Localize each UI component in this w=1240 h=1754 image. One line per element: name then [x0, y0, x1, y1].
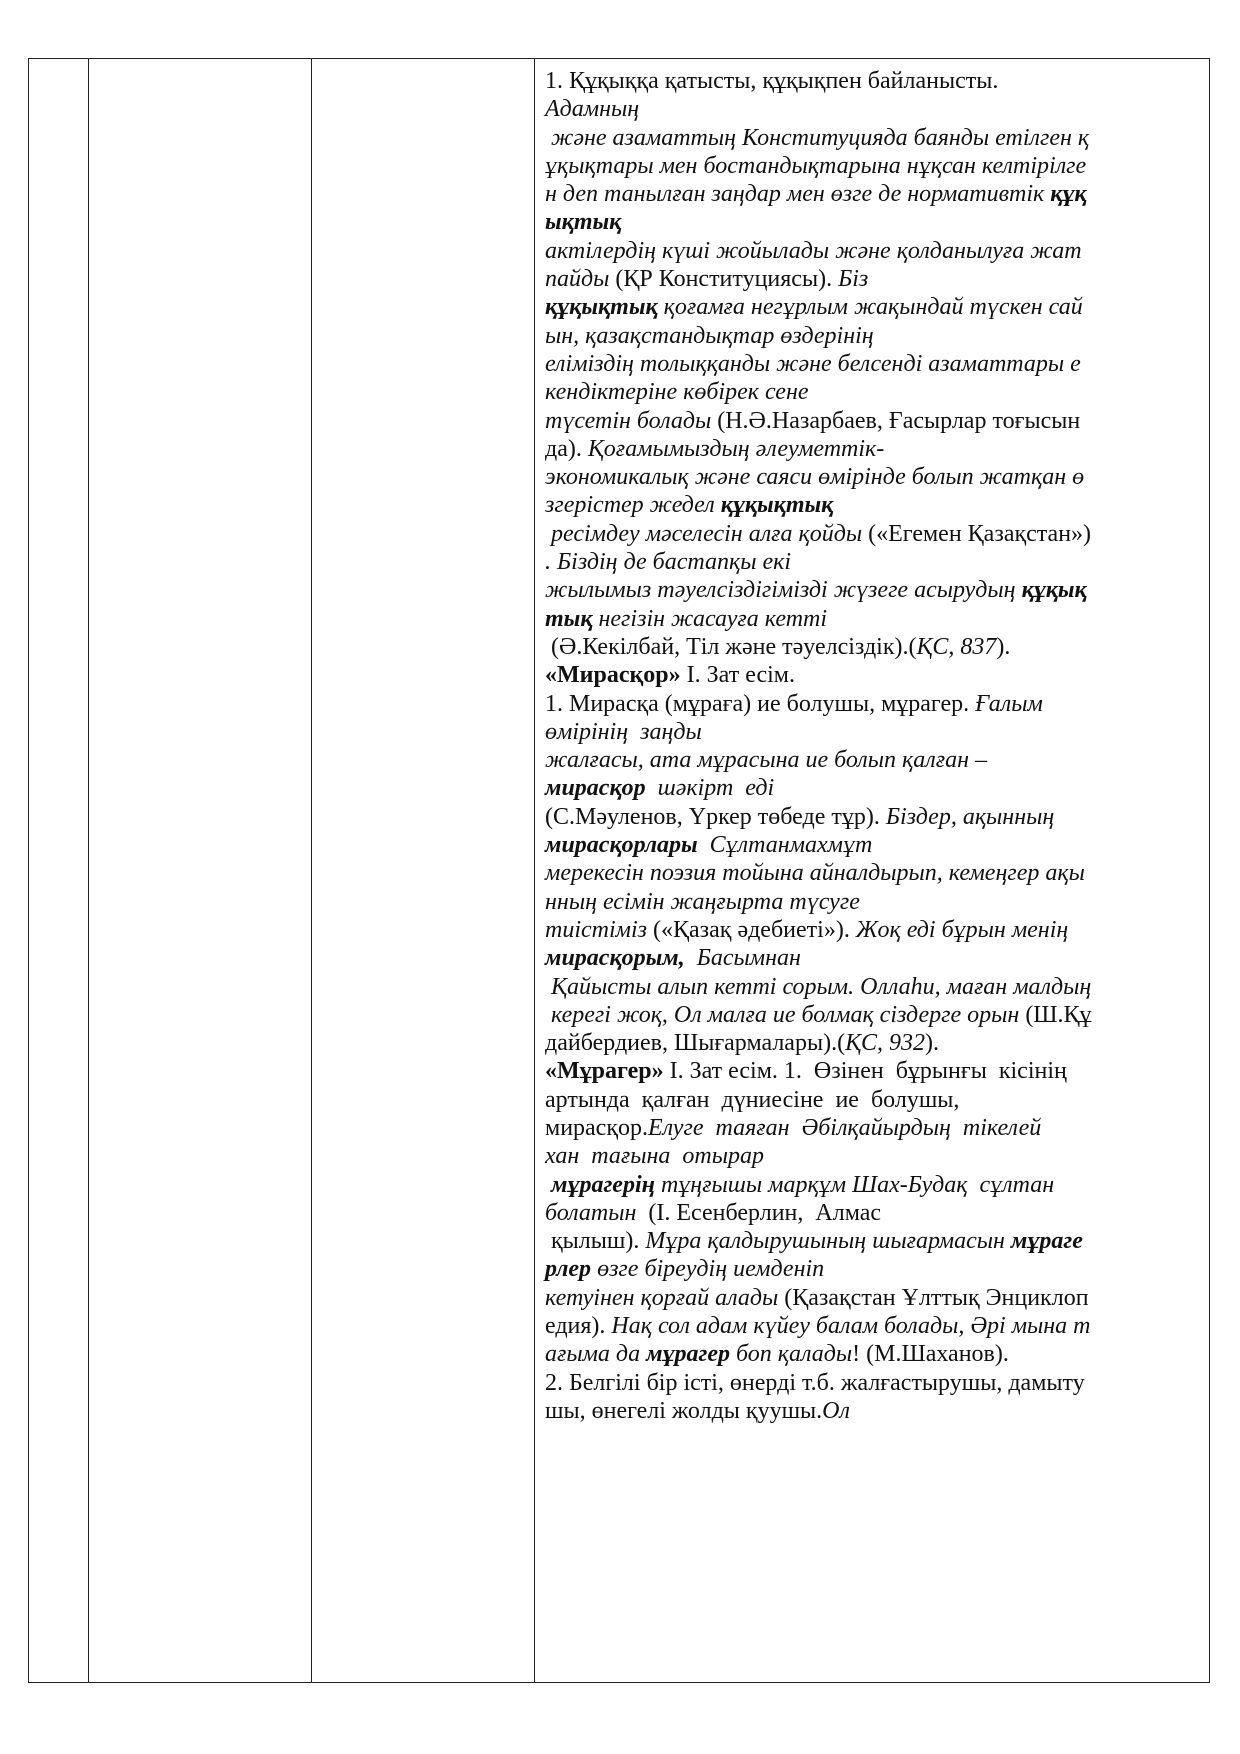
text-line — [545, 322, 1199, 350]
text-run: актілердің күші жойылады және қолданылуға жат — [545, 237, 1082, 264]
text-run: түсетін болады — [545, 407, 712, 434]
text-run: ). — [996, 633, 1011, 660]
text-line — [545, 378, 1199, 406]
text-run: згерістер жедел — [545, 492, 721, 519]
text-line — [545, 859, 1199, 887]
text-line — [545, 973, 1199, 1001]
text-run: I. Зат есім. — [680, 662, 795, 689]
text-run: құқықтық — [545, 294, 658, 321]
text-line — [545, 803, 1199, 831]
text-run: Ғалым — [975, 690, 1043, 717]
text-run: мұрагер — [646, 1341, 731, 1368]
text-line — [545, 1057, 1199, 1085]
text-line — [545, 888, 1199, 916]
text-run: Жоқ еді бұрын менің — [855, 916, 1069, 943]
text-run: Біздер, ақынның — [885, 803, 1055, 830]
text-run: тұңғышы марқұм Шах-Будақ сұлтан — [654, 1171, 1055, 1198]
second-column-cell — [89, 59, 312, 1683]
text-line — [545, 152, 1199, 180]
text-line — [545, 520, 1199, 548]
text-line — [545, 265, 1199, 293]
text-run: шәкірт еді — [645, 775, 775, 802]
text-run: Қоғамымыздың әлеуметтік- — [587, 435, 885, 462]
text-line — [545, 491, 1199, 519]
text-line — [545, 124, 1199, 152]
text-run: Адамның — [545, 96, 640, 123]
text-run: мұрагерің — [545, 1171, 655, 1198]
text-run: Елуге таяған Әбілқайырдың тікелей — [648, 1114, 1042, 1141]
text-line — [545, 1340, 1199, 1368]
text-run: Біз — [838, 266, 869, 293]
text-line — [545, 746, 1199, 774]
text-run: ҚС, 932 — [845, 1030, 926, 1057]
text-run: жылымыз тәуелсіздігімізді жүзеге асырудың — [545, 577, 1022, 604]
text-run: жалғасы, ата мұрасына ие болып қалған – — [545, 747, 987, 774]
text-run: негізін жасауға кетті — [592, 605, 828, 632]
dictionary-entry-text — [545, 67, 1199, 1425]
text-run: болатын — [545, 1199, 637, 1226]
text-run: Мұра қалдырушының шығармасын — [645, 1228, 1011, 1255]
text-run: (І. Есенберлин, Алмас — [636, 1199, 882, 1226]
number-column-cell — [29, 59, 89, 1683]
text-run: шы, өнегелі жолды қуушы. — [545, 1397, 823, 1424]
text-run: (С.Мәуленов, Үркер төбеде тұр). — [545, 803, 886, 830]
text-run: экономикалық және саяси өмірінде болып жатқан ө — [545, 464, 1085, 491]
text-run: артында қалған дүниесіне ие болушы, — [545, 1086, 960, 1113]
text-line — [545, 293, 1199, 321]
text-run: Қайысты алып кетті сорым. Оллаһи, маған малдың — [545, 973, 1092, 1000]
text-line — [545, 1086, 1199, 1114]
text-run: мирасқор. — [545, 1114, 648, 1141]
text-run: «Мұрагер» — [545, 1058, 664, 1085]
text-line — [545, 1199, 1199, 1227]
text-run: пайды — [545, 266, 610, 293]
text-line — [545, 661, 1199, 689]
text-run: ресімдеу мәселесін алға қойды — [545, 520, 863, 547]
text-run: тық — [545, 605, 593, 632]
text-run: (Н.Ә.Назарбаев, Ғасырлар тоғысын — [711, 407, 1081, 434]
text-run: боп қалады — [730, 1341, 853, 1368]
text-line — [545, 718, 1199, 746]
text-run: 1. Құқыққа қатысты, құқықпен байланысты. — [545, 68, 999, 94]
text-run: (Ә.Кекілбай, Тіл және тәуелсіздік).( — [545, 633, 917, 660]
text-line — [545, 67, 1199, 95]
table-row — [29, 59, 1210, 1683]
text-run: керегі жоқ, Ол малға ие болмақ сіздерге орын — [545, 1001, 1020, 1028]
text-run: хан тағына отырар — [545, 1143, 764, 1170]
text-run: ҚС, 837 — [916, 633, 997, 660]
text-run: (Ш.Құ — [1019, 1001, 1092, 1028]
text-run: өмірінің заңды — [545, 718, 702, 745]
text-run: (ҚР Конституциясы). — [609, 266, 839, 293]
text-run: Нақ сол адам күйеу балам болады, Әрі мына т — [611, 1313, 1091, 1340]
text-run: өзге біреудің иемденіп — [591, 1256, 825, 1283]
text-run: тиістіміз — [545, 916, 647, 943]
text-run: мерекесін поэзия тойына айналдырып, кемеңгер ақы — [545, 860, 1085, 887]
text-line — [545, 1284, 1199, 1312]
text-line — [545, 1312, 1199, 1340]
text-line — [545, 463, 1199, 491]
text-run: Ол — [822, 1397, 850, 1424]
text-line — [545, 180, 1199, 208]
text-run: («Егемен Қазақстан») — [862, 520, 1092, 547]
text-run: ағыма да — [545, 1341, 647, 1368]
text-line — [545, 1142, 1199, 1170]
third-column-cell — [312, 59, 535, 1683]
text-line — [545, 548, 1199, 576]
text-run: ұқықтары мен бостандықтарына нұқсан келтірілге — [545, 152, 1087, 179]
text-run: 1. Мирасқа (мұраға) ие болушы, мұрагер. — [545, 690, 976, 717]
text-run: құқық — [1021, 577, 1087, 604]
text-line — [545, 576, 1199, 604]
text-line — [545, 237, 1199, 265]
text-run: нның есімін жаңғырта түсуге — [545, 888, 860, 915]
text-line — [545, 1029, 1199, 1057]
text-run: еліміздің толыққанды және белсенді азаматтары е — [545, 350, 1081, 377]
text-line — [545, 1255, 1199, 1283]
text-line — [545, 690, 1199, 718]
text-run: құқықтық — [720, 492, 834, 519]
text-run: н деп танылған заңдар мен өзге де нормативтік — [545, 181, 1051, 208]
text-run: ын, қазақстандықтар өздерінің — [545, 322, 874, 349]
text-run: Басымнан — [684, 945, 801, 972]
text-run: құқ — [1050, 181, 1087, 208]
text-run: және азаматтың Конституцияда баянды етілген қ — [545, 124, 1090, 151]
text-run: дайбердиев, Шығармалары).( — [545, 1030, 846, 1057]
text-line — [545, 350, 1199, 378]
text-run: ықтық — [545, 209, 622, 236]
text-line — [545, 1397, 1199, 1425]
text-line — [545, 944, 1199, 972]
text-line — [545, 407, 1199, 435]
text-run: Сұлтанмахмұт — [697, 832, 873, 859]
text-run: қылыш). — [545, 1228, 646, 1255]
text-line — [545, 633, 1199, 661]
text-run: 2. Белгілі бір істі, өнерді т.б. жалғастырушы, дамыту — [545, 1369, 1085, 1396]
text-line — [545, 1001, 1199, 1029]
text-line — [545, 774, 1199, 802]
text-run: . Біздің де бастапқы екі — [545, 549, 792, 576]
text-run: мұраге — [1010, 1228, 1083, 1255]
text-run: кендіктеріне көбірек сене — [545, 379, 809, 406]
text-run: едия). — [545, 1313, 612, 1340]
text-run: («Қазақ әдебиеті»). — [647, 916, 856, 943]
text-line — [545, 435, 1199, 463]
text-run: кетуінен қорғай алады — [545, 1284, 779, 1311]
text-run: мирасқор — [545, 775, 646, 802]
text-run: «Мирасқор» — [545, 662, 681, 689]
text-run: мирасқорлары — [545, 832, 698, 859]
text-run: ! (М.Шаханов). — [852, 1341, 1009, 1368]
text-line — [545, 1369, 1199, 1397]
content-table — [28, 58, 1210, 1683]
text-run: рлер — [545, 1256, 592, 1283]
text-line — [545, 1227, 1199, 1255]
dictionary-text-cell — [535, 59, 1210, 1683]
text-line — [545, 1114, 1199, 1142]
text-line — [545, 1171, 1199, 1199]
text-run: I. Зат есім. 1. Өзінен бұрынғы кісінің — [663, 1058, 1067, 1085]
text-line — [545, 605, 1199, 633]
text-line — [545, 831, 1199, 859]
text-line — [545, 208, 1199, 236]
text-run: (Қазақстан Ұлттық Энциклоп — [778, 1284, 1089, 1311]
text-run: мирасқорым, — [545, 945, 685, 972]
text-run: ). — [925, 1030, 940, 1057]
text-run: қоғамға негұрлым жақындай түскен сай — [657, 294, 1083, 321]
text-line — [545, 95, 1199, 123]
text-run: да). — [545, 435, 588, 462]
text-line — [545, 916, 1199, 944]
